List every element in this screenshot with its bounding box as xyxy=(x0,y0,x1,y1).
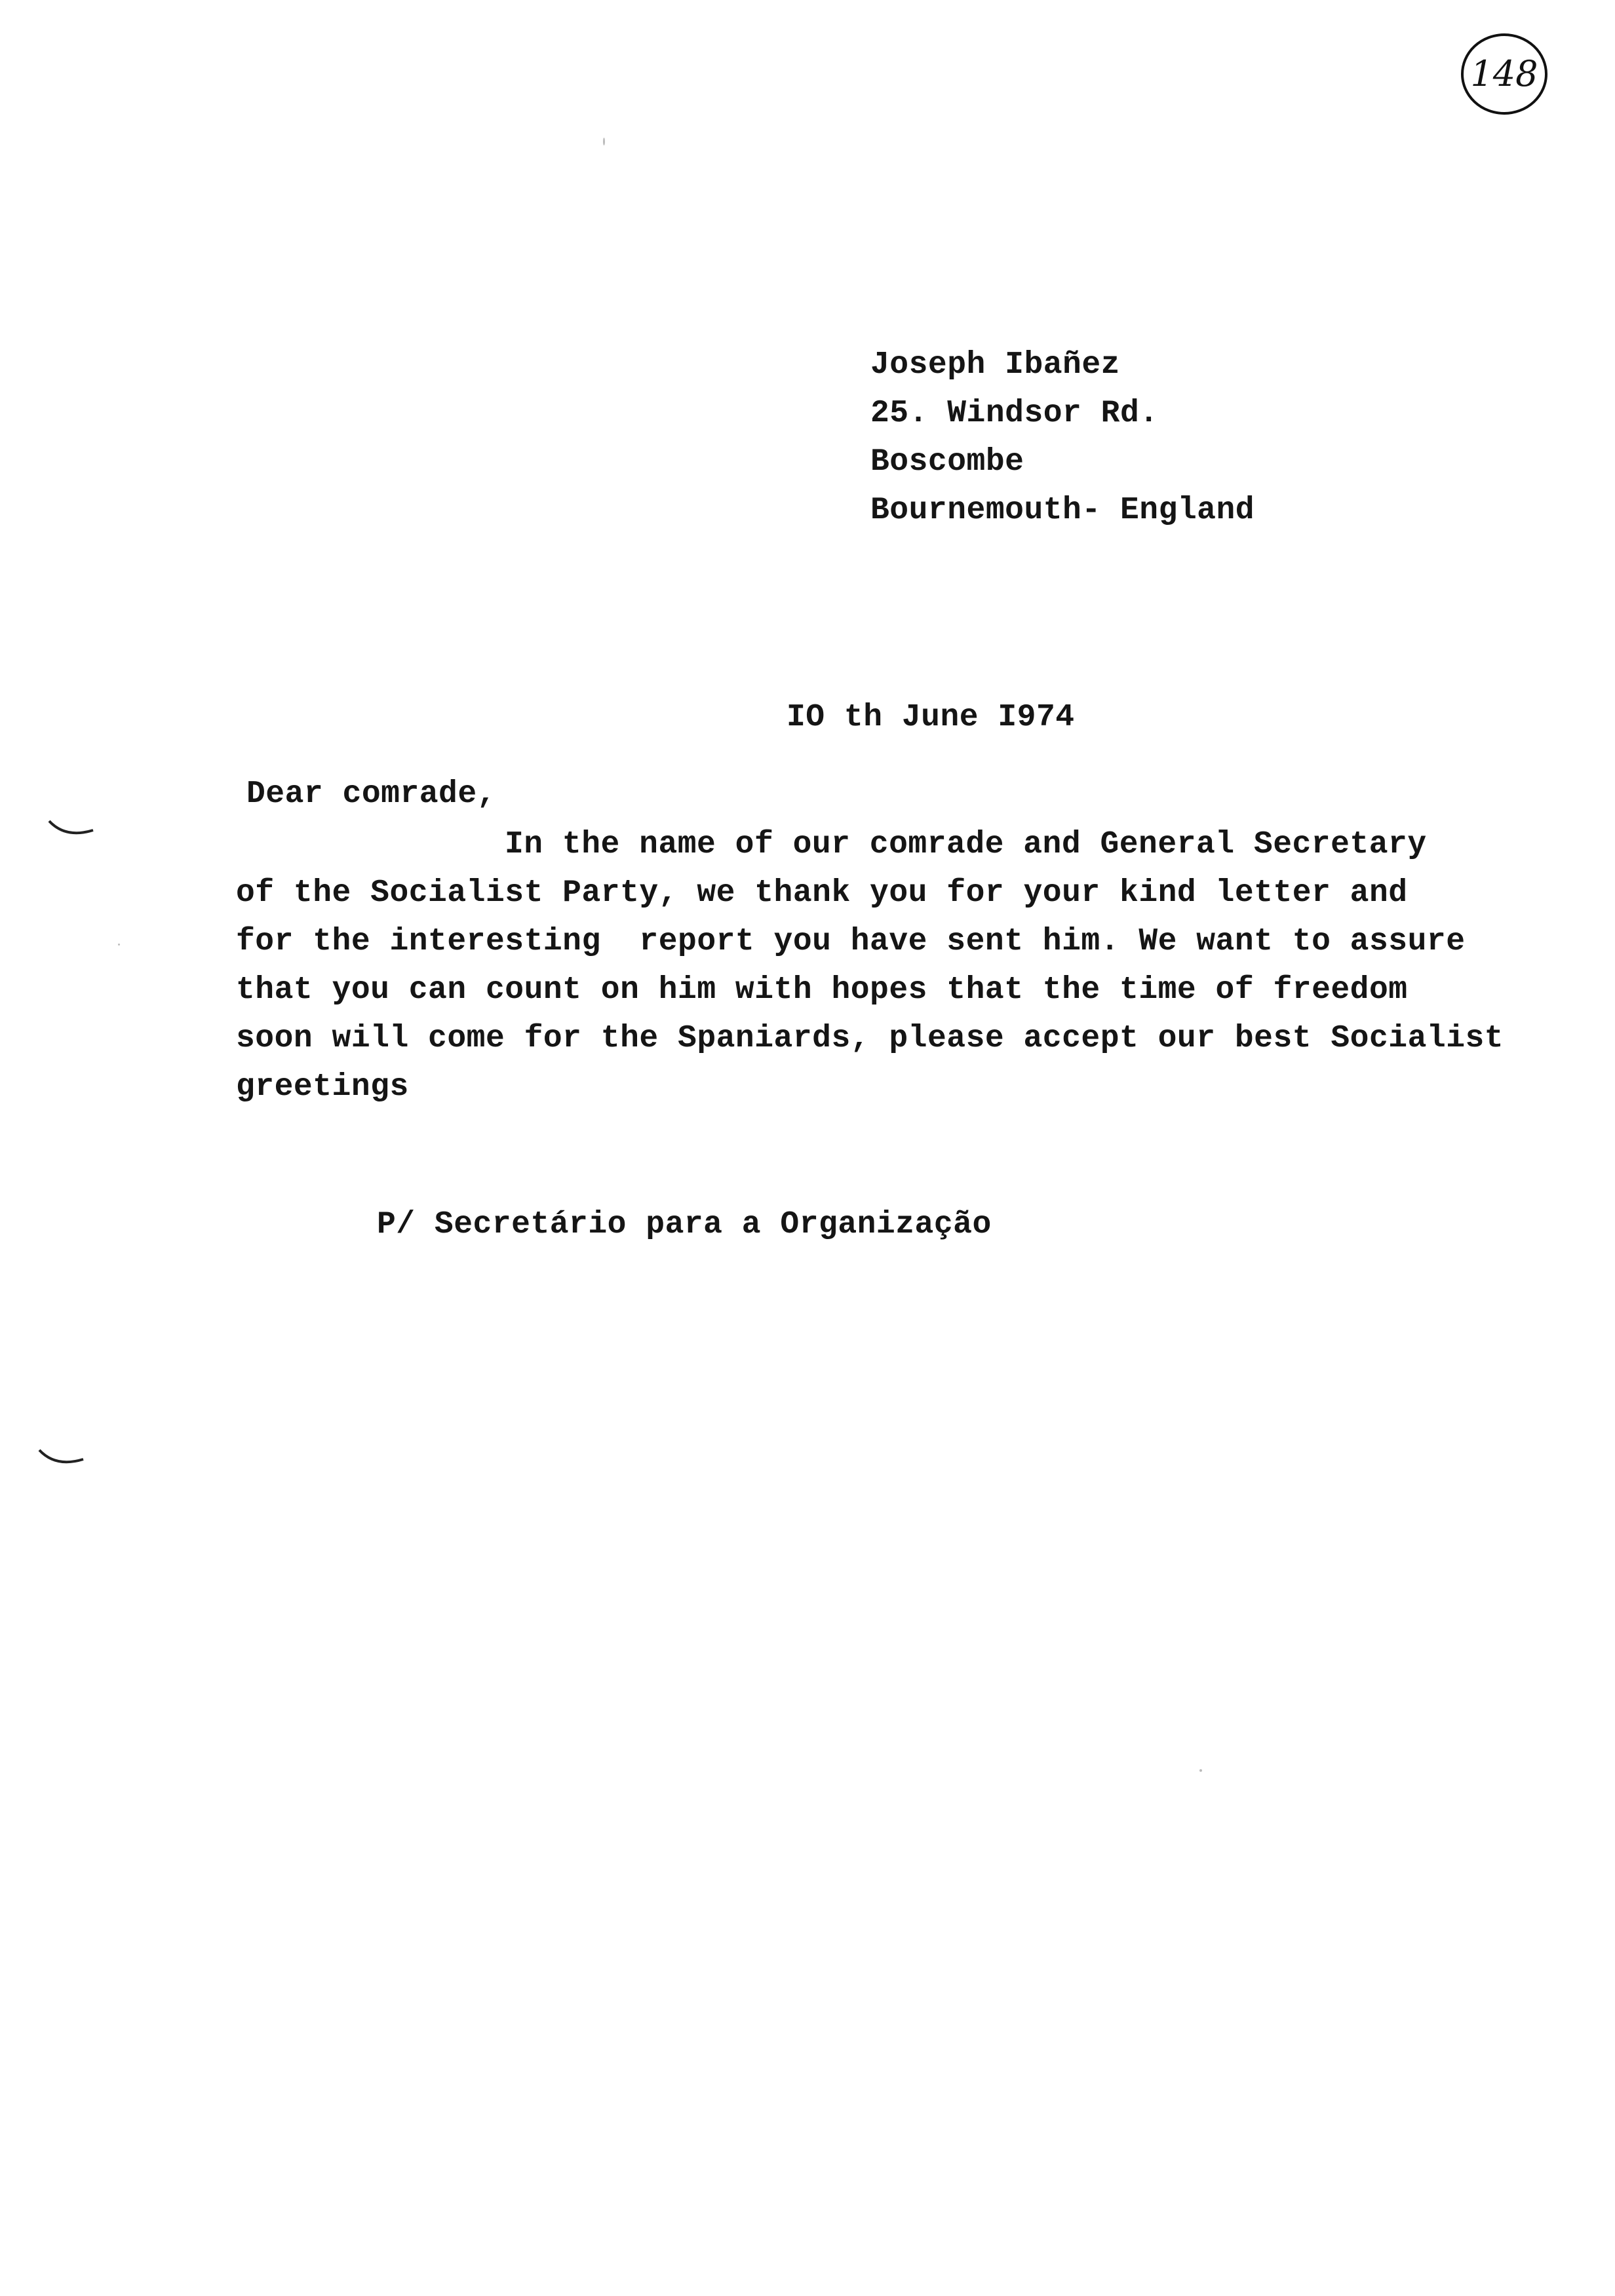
scan-speck xyxy=(603,138,605,145)
recipient-address xyxy=(870,341,1255,535)
body-line: In the name of our comrade and General Secretary xyxy=(505,827,1427,862)
address-name: Joseph Ibañez xyxy=(870,347,1120,383)
body-line: of the Socialist Party, we thank you for your kind letter and xyxy=(236,875,1408,911)
signoff: P/ Secretário para a Organização xyxy=(377,1207,992,1242)
scan-speck xyxy=(118,944,120,946)
address-street: 25. Windsor Rd. xyxy=(870,396,1159,431)
letter-body xyxy=(236,820,1504,1111)
scan-speck xyxy=(1199,1769,1202,1772)
page-number-stamp xyxy=(1458,29,1550,118)
address-district: Boscombe xyxy=(870,444,1024,480)
page-number-label: 148 xyxy=(1470,53,1538,94)
salutation: Dear comrade, xyxy=(246,776,496,812)
letter-date: IO th June I974 xyxy=(787,700,1075,735)
body-line: for the interesting report you have sent him. We want to assure xyxy=(236,924,1466,959)
address-city-country: Bournemouth- England xyxy=(870,493,1255,528)
body-line: soon will come for the Spaniards, please accept our best Socialist xyxy=(236,1021,1504,1056)
hole-punch-mark-icon xyxy=(36,1445,88,1471)
body-line: that you can count on him with hopes that the time of freedom xyxy=(236,972,1408,1008)
body-line: greetings xyxy=(236,1069,409,1105)
hole-punch-mark-icon xyxy=(46,816,98,842)
